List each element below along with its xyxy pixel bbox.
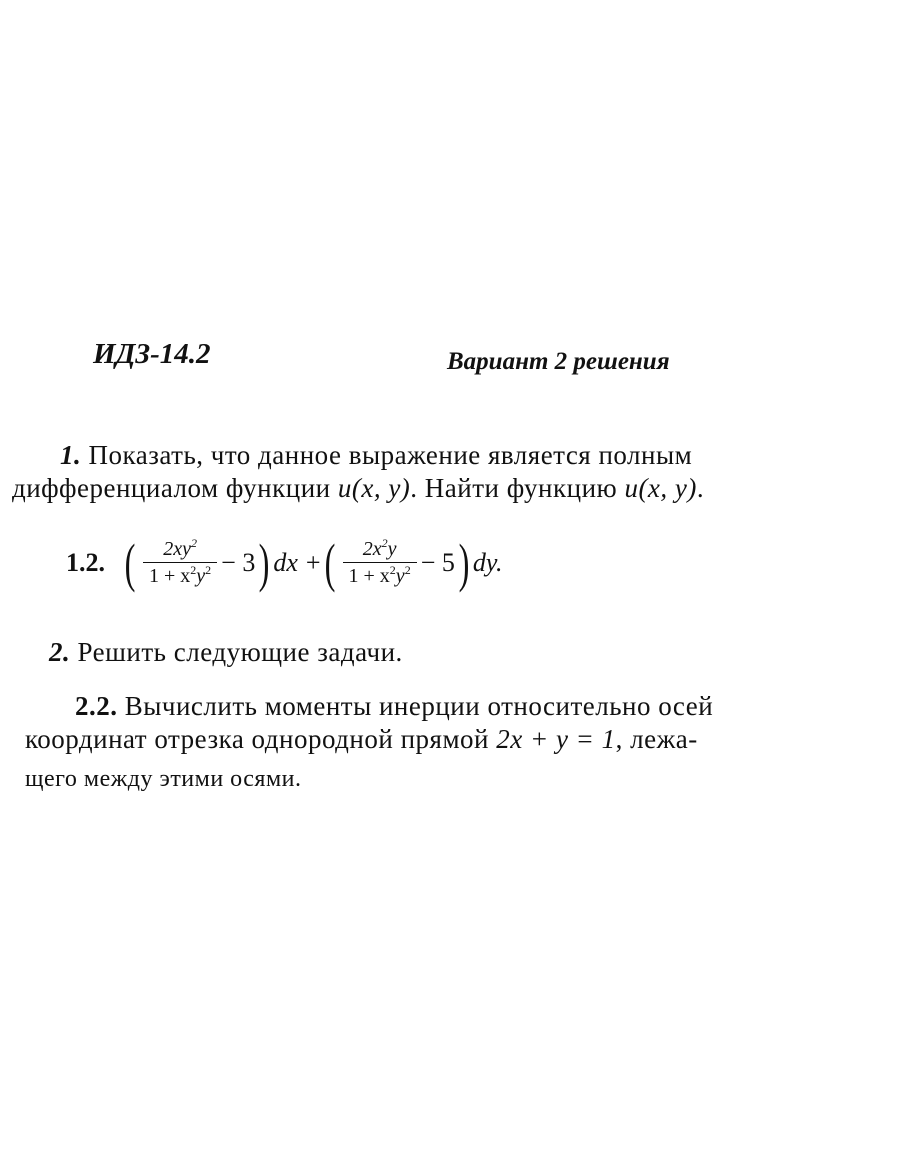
dy-term: dy. bbox=[472, 548, 503, 577]
assignment-title: ИДЗ-14.2 bbox=[93, 338, 211, 370]
problem-2-2-line-2 bbox=[25, 724, 698, 755]
problem-1-line-2 bbox=[12, 473, 704, 504]
minus-3: − 3 bbox=[221, 548, 256, 577]
function-u-xy-b: u(x, y) bbox=[624, 473, 697, 503]
variant-label: Вариант 2 решения bbox=[447, 348, 670, 375]
plus-sign: + bbox=[305, 548, 321, 577]
problem-1-line-1 bbox=[60, 440, 692, 471]
fraction-2-denominator: $1 + x^2y^2$ bbox=[343, 562, 417, 588]
right-paren-1: ) bbox=[258, 533, 270, 593]
line-equation: 2x + y = 1 bbox=[496, 724, 616, 754]
fraction-1 bbox=[143, 538, 217, 588]
fraction-1-denominator: $1 + x^2y^2$ bbox=[143, 562, 217, 588]
problem-2-2-text-1: Вычислить моменты инерции относительно осей bbox=[124, 691, 714, 721]
problem-2-line bbox=[49, 637, 403, 668]
problem-2-2-line-1 bbox=[75, 691, 713, 722]
problem-2-2-text-2a: координат отрезка однородной прямой bbox=[25, 724, 497, 754]
differential-formula bbox=[66, 528, 502, 598]
problem-1-text-2a: дифференциалом функции bbox=[12, 473, 338, 503]
problem-1-text-1: Показать, что данное выражение является полным bbox=[88, 440, 693, 470]
dx-term: dx bbox=[273, 548, 298, 577]
problem-1-text-2b: . Найти функцию bbox=[410, 473, 625, 503]
right-paren-2: ) bbox=[458, 533, 470, 593]
fraction-2 bbox=[343, 538, 417, 588]
problem-2-number: 2. bbox=[49, 637, 71, 667]
problem-2-2-number: 2.2. bbox=[75, 691, 118, 721]
fraction-2-numerator: $2x^2y$ bbox=[362, 536, 397, 560]
left-paren-2: ( bbox=[324, 533, 335, 593]
fraction-1-numerator: $2xy^2$ bbox=[163, 536, 197, 560]
formula-label: 1.2. bbox=[66, 548, 105, 577]
problem-2-2-line-3: щего между этими осями. bbox=[25, 766, 302, 792]
problem-1-number: 1. bbox=[60, 440, 82, 470]
problem-2-text: Решить следующие задачи. bbox=[77, 637, 403, 667]
problem-2-2-text-2b: , лежа- bbox=[615, 724, 698, 754]
problem-1-text-2c: . bbox=[696, 473, 705, 503]
minus-5: − 5 bbox=[420, 548, 455, 577]
function-u-xy-a: u(x, y) bbox=[337, 473, 411, 503]
left-paren-1: ( bbox=[124, 533, 136, 593]
